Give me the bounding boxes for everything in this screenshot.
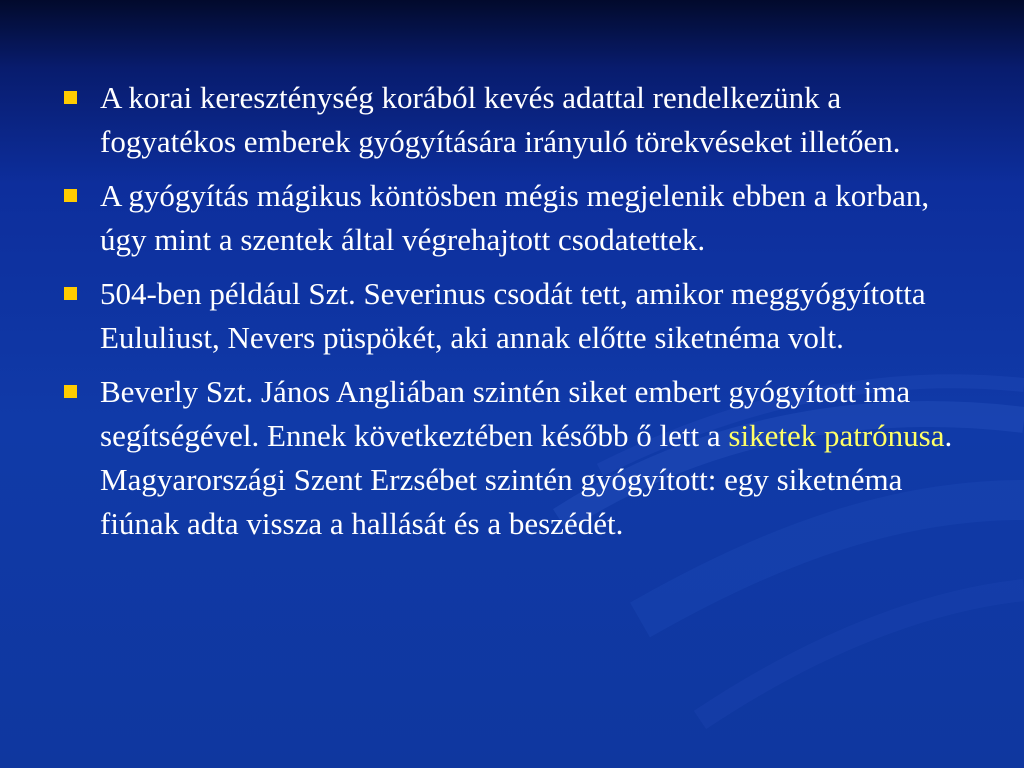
bullet-item <box>62 76 962 164</box>
bullet-text: 504-ben például Szt. Severinus csodát tett, amikor meggyógyította Eululiust, Nevers püspökét, aki annak előtte siketnéma volt. <box>100 276 926 355</box>
bullet-item <box>62 272 962 360</box>
bullet-text: A gyógyítás mágikus köntösben mégis megjelenik ebben a korban, úgy mint a szentek által végrehajtott csodatettek. <box>100 178 930 257</box>
square-bullet-icon <box>64 287 77 300</box>
highlighted-phrase: siketek patrónusa <box>728 418 945 453</box>
square-bullet-icon <box>64 189 77 202</box>
square-bullet-icon <box>64 91 77 104</box>
bullet-text: A korai kereszténység korából kevés adattal rendelkezünk a fogyatékos emberek gyógyítására irányuló törekvéseket illetően. <box>100 80 901 159</box>
bullet-item <box>62 370 962 546</box>
square-bullet-icon <box>64 385 77 398</box>
bullet-text-part: . Magyarországi Szent Erzsébet szintén gyógyított: egy siketnéma fiúnak adta vissza a hallását és a beszédét. <box>100 418 953 541</box>
bullet-text-part: Beverly Szt. János Angliában szintén siket embert gyógyított ima segítségével. Ennek következtében később ő lett a <box>100 374 911 453</box>
bullet-list <box>62 76 962 556</box>
bullet-item <box>62 174 962 262</box>
